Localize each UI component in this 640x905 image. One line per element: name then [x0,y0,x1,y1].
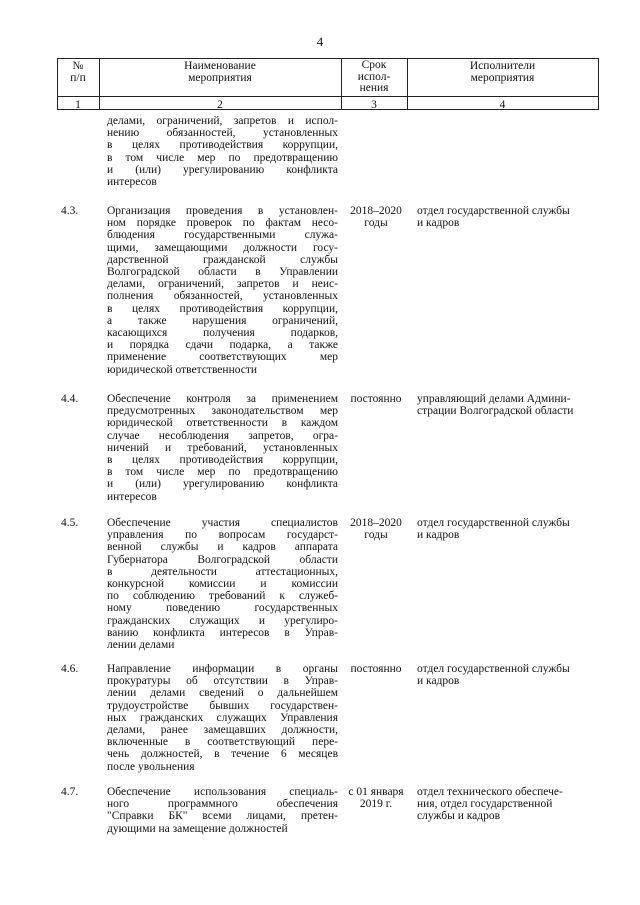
measure-name [107,663,338,773]
measure-name-line: Направление информации в органы [107,663,338,675]
measure-name [107,115,338,188]
measure-name [107,205,338,376]
measure-name-line: ных гражданских служащих Управления [107,711,338,724]
measure-term: постоянно [350,393,402,405]
measure-name [107,786,338,835]
table-header [57,58,599,110]
measure-name-line: в том числе мер по предотвращению [107,466,338,479]
measure-name [107,393,338,503]
measure-name-line: нению обязанностей, установленных [107,127,338,140]
measure-name-line: случае несоблюдения запретов, огра- [107,429,338,442]
measure-name-line: щими, замещающими должности госу- [107,241,338,254]
measure-name-line: Волгоградской области в Управлении [107,266,338,279]
measure-name-line: Организация проведения в установлен- [107,205,338,217]
measure-name-line: ному поведению государственных [107,602,338,615]
measure-name-line: в целях противодействия коррупции, [107,302,338,315]
measure-executors: отдел государственной службы и кадров [417,517,570,542]
measure-name-line: Обеспечение контроля за применением [107,393,338,405]
measure-name-line: интересов [107,176,157,189]
header-index-4: 4 [499,99,506,111]
measure-name-line: блюдения государственными служа- [107,229,338,242]
header-col-term: Срок испол- нения [357,59,391,94]
header-index-3: 3 [371,99,377,111]
measure-term: 2018–2020 годы [350,517,402,542]
measure-name-line: касающихся получения подарков, [107,327,338,340]
measure-name-line: дующими на замещение должностей [107,822,288,835]
measure-name-line: чень должностей, в течение 6 месяцев [107,748,338,761]
measure-name-line: в деятельности аттестационных, [107,565,338,578]
measure-name-line: после увольнения [107,760,195,773]
measure-name-line: и (или) урегулированию конфликта [107,478,338,491]
measure-term: постоянно [350,663,402,675]
measure-name-line: делами, ограничений, запретов и испол- [107,115,338,127]
measure-executors: отдел государственной службы и кадров [417,663,570,688]
measure-name-line: Губернатора Волгоградской области [107,553,338,566]
measure-name-line: включенные в соответствующий пере- [107,736,338,749]
measure-name-line: "Справки БК" всеми лицами, претен- [107,810,338,823]
row-number: 4.3. [61,205,79,217]
measure-name-line: в целях противодействия коррупции, [107,454,338,467]
measure-name-line: ном порядке проверок по фактам несо- [107,217,338,230]
measure-name-line: в том числе мер по предотвращению [107,151,338,164]
measure-name-line: и порядка сдачи подарка, а также [107,339,338,352]
measure-name-line: предусмотренных законодательством мер [107,405,338,418]
measure-name-line: делами, ранее замещавших должности, [107,724,338,737]
measure-name-line: и (или) урегулированию конфликта [107,163,338,176]
measure-term: 2018–2020 годы [350,205,402,230]
measure-executors: отдел государственной службы и кадров [417,205,570,230]
measure-name-line: по соблюдению требований к служеб- [107,590,338,603]
header-index-1: 1 [75,99,81,111]
header-top-rule [57,58,599,59]
measure-name-line: прокуратуры об отсутствии в Управ- [107,675,338,688]
row-number: 4.7. [61,786,79,798]
page-number: 4 [316,34,324,49]
measure-name-line: а также нарушения ограничений, [107,314,338,327]
measure-name-line: в целях противодействия коррупции, [107,139,338,152]
measure-name-line: ванию конфликта интересов в Управ- [107,626,338,639]
header-col-executors: Исполнители мероприятия [469,60,536,84]
measure-name-line: применение соответствующих мер [107,351,338,364]
measure-name-line: дарственной гражданской службы [107,253,338,266]
measure-executors: отдел технического обеспече- ния, отдел государственной службы и кадров [417,786,563,823]
measure-name-line: Обеспечение участия специалистов [107,517,338,529]
row-number: 4.4. [61,393,79,405]
measure-name-line: конкурсной комиссии и комиссии [107,578,338,591]
header-col-name: Наименование мероприятия [184,60,256,84]
measure-name-line: трудоустройстве бывших государствен- [107,699,338,712]
measure-name-line: Обеспечение использования специаль- [107,786,338,798]
measure-name-line: делами, ограничений, запретов и неис- [107,278,338,291]
measure-name-line: интересов [107,490,157,503]
header-col-number: № п/п [70,60,86,84]
measure-name-line: лении делами [107,639,175,652]
measure-name-line: юридической ответственности в каждом [107,417,338,430]
measure-name-line: ничений и требований, установленных [107,441,338,454]
measure-name-line: управления по вопросам государст- [107,529,338,542]
measure-name-line: ного программного обеспечения [107,798,338,811]
row-number: 4.6. [61,663,79,675]
measure-name-line: гражданских служащих и урегулиро- [107,614,338,627]
header-middle-rule [57,96,599,97]
measure-name-line: юридической ответственности [107,363,258,376]
header-divider [598,58,599,110]
measure-name [107,517,338,651]
measure-executors: управляющий делами Админи- страции Волгоградской области [417,393,574,418]
header-index-2: 2 [217,99,223,111]
row-number: 4.5. [61,517,79,529]
measure-name-line: полнения обязанностей, установленных [107,290,338,303]
measure-term: с 01 января 2019 г. [348,786,404,811]
measure-name-line: лении делами сведений о дальнейшем [107,687,338,700]
measure-name-line: венной службы и кадров аппарата [107,541,338,554]
